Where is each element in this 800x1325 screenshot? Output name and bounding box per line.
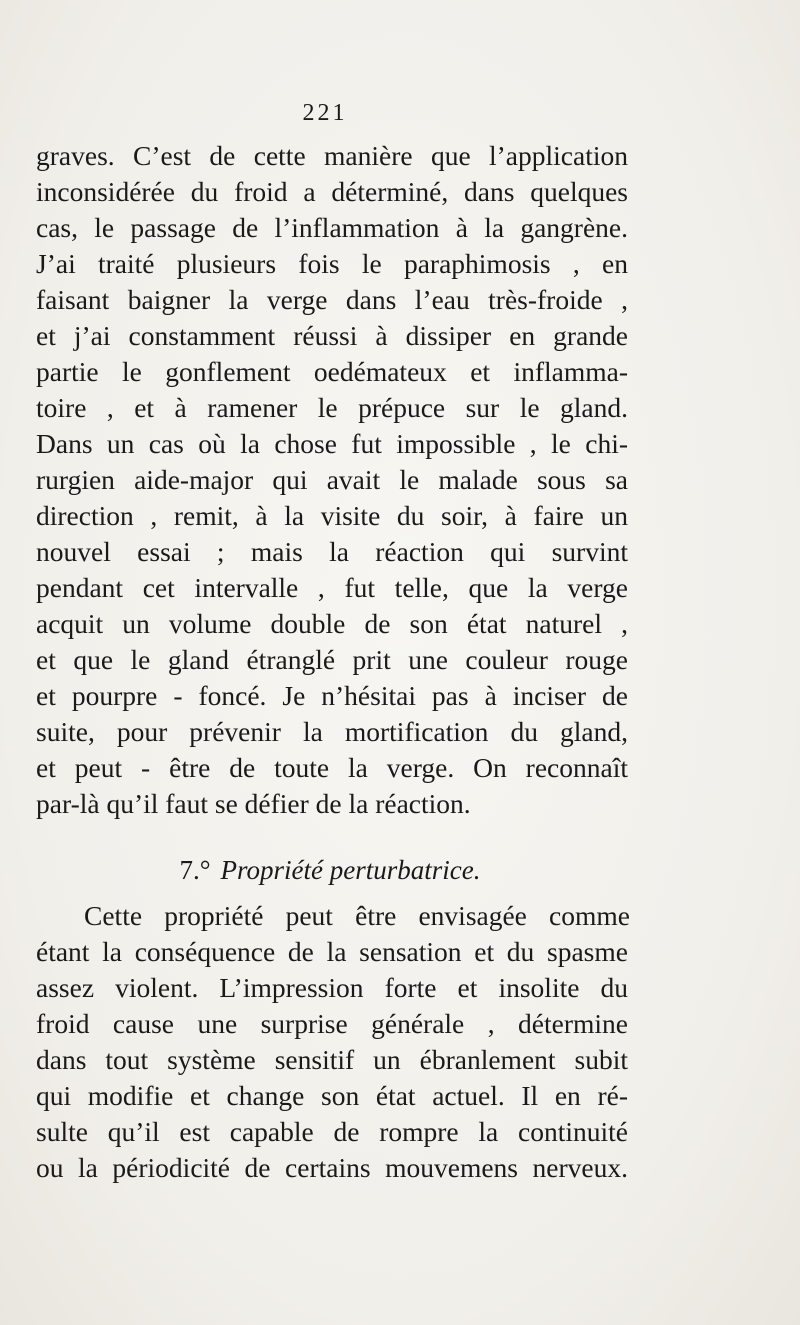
text-line: étant la conséquence de la sensation et du spasme <box>36 936 628 967</box>
text-line: J’ai traité plusieurs fois le paraphimosis , en <box>36 248 628 279</box>
text-line: nouvel essai ; mais la réaction qui survint <box>36 536 628 567</box>
text-line: direction , remit, à la visite du soir, à faire un <box>36 500 628 531</box>
text-line: acquit un volume double de son état naturel , <box>36 608 628 639</box>
text-line: assez violent. L’impression forte et insolite du <box>36 972 628 1003</box>
text-line: et j’ai constamment réussi à dissiper en grande <box>36 320 628 351</box>
text-line: cas, le passage de l’inflammation à la gangrène. <box>36 212 628 243</box>
text-line: partie le gonflement oedémateux et inflamma- <box>36 356 628 387</box>
text-line: dans tout système sensitif un ébranlement subit <box>36 1044 628 1075</box>
text-line: graves. C’est de cette manière que l’application <box>36 140 628 171</box>
text-line: froid cause une surprise générale , détermine <box>36 1008 628 1039</box>
section-heading <box>0 852 660 888</box>
text-line: qui modifie et change son état actuel. Il en ré- <box>36 1080 628 1111</box>
text-line: par-là qu’il faut se défier de la réaction. <box>36 788 471 819</box>
text-line: Dans un cas où la chose fut impossible , le chi- <box>36 428 628 459</box>
text-line: ou la périodicité de certains mouvemens nerveux. <box>36 1152 628 1183</box>
text-line: Cette propriété peut être envisagée comme <box>84 900 630 931</box>
section-number: 7.° <box>179 855 211 885</box>
text-line: faisant baigner la verge dans l’eau très-froide , <box>36 284 628 315</box>
text-line: suite, pour prévenir la mortification du gland, <box>36 716 628 747</box>
text-line: et pourpre - foncé. Je n’hésitai pas à inciser de <box>36 680 628 711</box>
text-line: rurgien aide-major qui avait le malade sous sa <box>36 464 628 495</box>
text-line: sulte qu’il est capable de rompre la continuité <box>36 1116 628 1147</box>
text-line: toire , et à ramener le prépuce sur le gland. <box>36 392 628 423</box>
text-line: pendant cet intervalle , fut telle, que la verge <box>36 572 628 603</box>
text-line: et peut - être de toute la verge. On reconnaît <box>36 752 628 783</box>
section-title: Propriété perturbatrice. <box>220 855 481 885</box>
page-number: 221 <box>302 100 348 126</box>
text-line: et que le gland étranglé prit une couleur rouge <box>36 644 628 675</box>
text-line: inconsidérée du froid a déterminé, dans quelques <box>36 176 628 207</box>
